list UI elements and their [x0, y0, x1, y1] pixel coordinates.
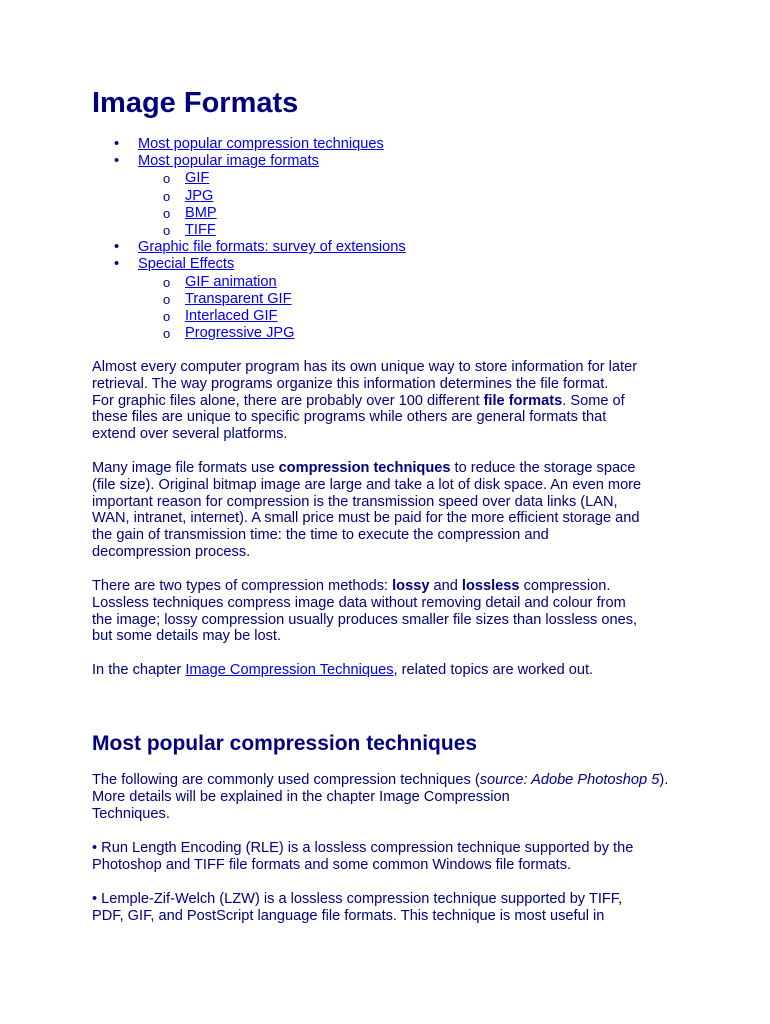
toc-subitem	[92, 325, 712, 342]
compression-techniques-term: compression techniques	[278, 460, 451, 476]
lossy-term: lossy	[392, 578, 430, 594]
file-formats-term: file formats	[483, 392, 563, 409]
intro-paragraph-4: In the chapter Image Compression Techniques, related topics are worked out.	[92, 662, 594, 678]
circle-bullet-icon: o	[163, 188, 171, 204]
toc-subitem	[92, 291, 712, 308]
toc-item	[92, 239, 712, 256]
intro-paragraph-3: There are two types of compression methods: lossy and lossless compression. Lossless techniques compress image data without removing detail and colour from the image; lossy compression usually produces smaller file sizes than lossless ones, but some details may be lost.	[92, 578, 638, 645]
toc-subitem	[92, 274, 712, 291]
intro-paragraph-2: Many image file formats use compression techniques to reduce the storage space (file size). Original bitmap image are large and take a lot of disk space. An even more important reason for compression is the transmission speed over data links (LAN, WAN, intranet, internet). A small price must be paid for the more efficient storage and the gain of transmission time: the time to execute the compression and decompression process.	[92, 460, 642, 560]
circle-bullet-icon: o	[163, 274, 171, 290]
circle-bullet-icon: o	[163, 205, 171, 221]
toc-sublink[interactable]: TIFF	[185, 222, 216, 239]
toc-sublink[interactable]: GIF	[185, 170, 210, 187]
table-of-contents	[92, 136, 712, 342]
image-compression-techniques-link[interactable]: Image Compression Techniques	[185, 662, 394, 678]
section-heading-compression: Most popular compression techniques	[92, 732, 478, 755]
toc-link[interactable]: Most popular image formats	[138, 153, 319, 170]
section2-paragraph-lzw: • Lemple-Zif-Welch (LZW) is a lossless compression technique supported by TIFF, PDF, GIF, and PostScript language file formats. This technique is most useful in	[92, 891, 623, 924]
intro-paragraph-1: Almost every computer program has its own unique way to store information for later retrieval. The way programs organize this information determines the file format. For graphic files alone, there are probably over 100 different file formats. Some of these files are unique to specific programs while others are general formats that extend over several platforms.	[92, 359, 638, 443]
section2-paragraph-1: The following are commonly used compression techniques (source: Adobe Photoshop 5). More details will be explained in the chapter Image Compression Techniques.	[92, 772, 669, 822]
toc-item	[92, 256, 712, 273]
toc-link[interactable]: Most popular compression techniques	[138, 136, 384, 152]
circle-bullet-icon: o	[163, 291, 171, 307]
toc-sublink[interactable]: Progressive JPG	[185, 325, 295, 342]
toc-sublink[interactable]: Interlaced GIF	[185, 308, 278, 325]
toc-link[interactable]: Special Effects	[138, 256, 235, 273]
toc-sublink[interactable]: JPG	[185, 187, 214, 204]
toc-item	[92, 153, 712, 170]
toc-sublink[interactable]: Transparent GIF	[185, 290, 292, 307]
section2-paragraph-rle: • Run Length Encoding (RLE) is a lossless compression technique supported by the Photoshop and TIFF file formats and some common Windows file formats.	[92, 840, 634, 873]
toc-subitem	[92, 170, 712, 187]
bullet-icon: •	[114, 256, 120, 273]
circle-bullet-icon: o	[163, 309, 171, 325]
page-title: Image Formats	[92, 87, 299, 119]
toc-link[interactable]: Graphic file formats: survey of extensions	[138, 239, 406, 256]
circle-bullet-icon: o	[163, 223, 171, 239]
circle-bullet-icon: o	[163, 326, 171, 342]
toc-subitem	[92, 308, 712, 325]
toc-sublink[interactable]: GIF animation	[185, 273, 277, 290]
source-citation: source: Adobe Photoshop 5	[479, 772, 660, 788]
bullet-icon: •	[114, 136, 120, 152]
toc-sublink[interactable]: BMP	[185, 204, 217, 221]
lossless-term: lossless	[461, 578, 520, 594]
toc-subitem	[92, 188, 712, 205]
circle-bullet-icon: o	[163, 171, 171, 187]
toc-subitem	[92, 205, 712, 222]
bullet-icon: •	[114, 153, 120, 170]
toc-subitem	[92, 222, 712, 239]
toc-item	[92, 136, 712, 153]
bullet-icon: •	[114, 239, 120, 256]
toc-list	[92, 136, 712, 342]
